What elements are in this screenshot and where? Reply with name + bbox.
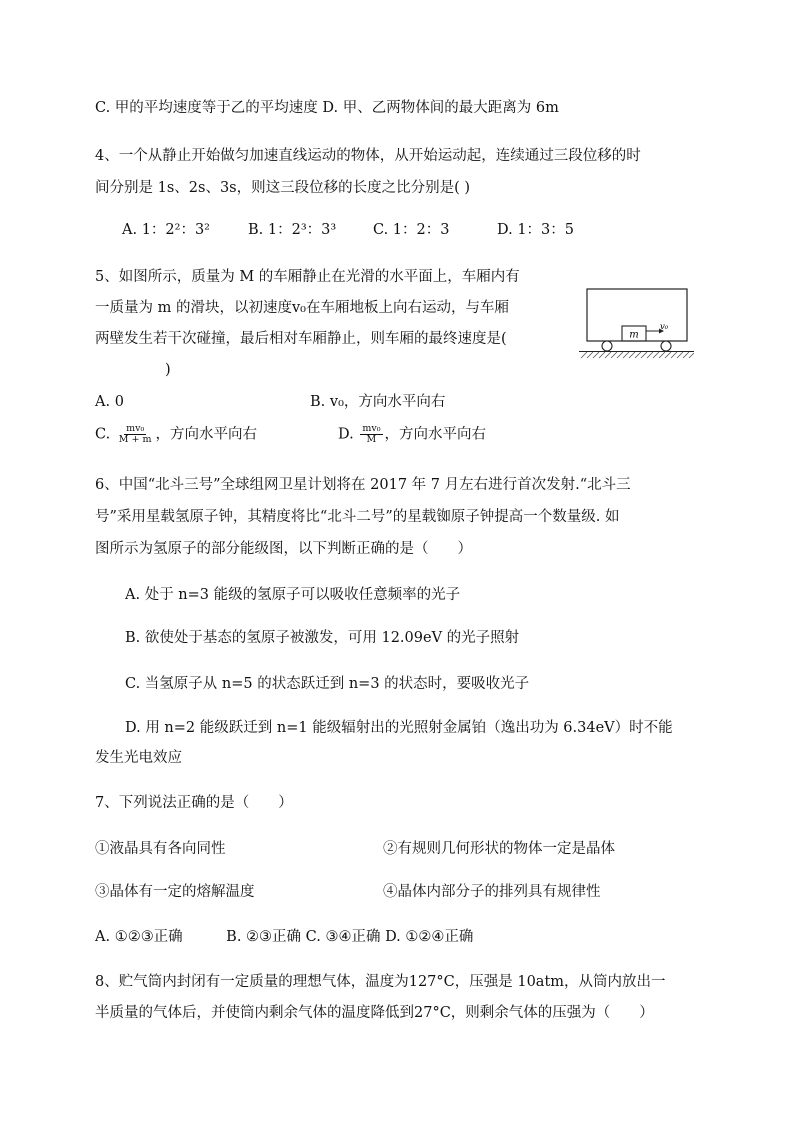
q4-stem-line2: 间分别是 1s、2s、3s，则这三段位移的长度之比分别是( ) (95, 180, 471, 196)
q3-option-d: D. 甲、乙两物体间的最大距离为 6m (322, 100, 559, 116)
q7-stem: 7、下列说法正确的是（ ） (95, 795, 293, 811)
q5-option-c-suffix: ，方向水平向右 (155, 426, 258, 443)
q4-option-b: B. 1：2³：3³ (248, 222, 337, 238)
q4-stem-line1: 4、一个从静止开始做匀加速直线运动的物体，从开始运动起，连续通过三段位移的时 (95, 148, 641, 164)
q6-option-d-line2: 发生光电效应 (95, 750, 182, 766)
q8-stem-line2: 半质量的气体后，并使筒内剩余气体的温度降低到27°C，则剩余气体的压强为（ ） (95, 1005, 654, 1021)
wheel-left (602, 341, 612, 351)
q5-option-c-prefix: C. (95, 426, 111, 443)
q5-option-d-suffix: ，方向水平向右 (384, 426, 487, 443)
q6-option-d-line1: D. 用 n=2 能级跃迁到 n=1 能级辐射出的光照射金属铂（逸出功为 6.34eV）时不能 (125, 720, 673, 736)
q7-options: A. ①②③正确 B. ②③正确 C. ③④正确 D. ①②④正确 (95, 929, 474, 945)
q5-option-a: A. 0 (95, 394, 124, 410)
q6-option-b: B. 欲使处于基态的氢原子被激发，可用 12.09eV 的光子照射 (125, 630, 520, 646)
q5-option-d-fraction (360, 424, 382, 445)
q5-option-d-numerator: mv₀ (362, 423, 381, 434)
q5-option-d (338, 424, 486, 445)
q5-option-c (95, 424, 257, 445)
q4-option-d: D. 1：3：5 (497, 222, 575, 238)
velocity-label: v₀ (660, 322, 669, 332)
q5-stem-line1: 5、如图所示，质量为 M 的车厢静止在光滑的水平面上，车厢内有 (95, 269, 520, 285)
q3-line (95, 98, 559, 118)
q5-stem-line2: 一质量为 m 的滑块，以初速度v₀在车厢地板上向右运动，与车厢 (95, 300, 509, 316)
q5-option-c-denominator: M + m (118, 434, 152, 445)
q6-stem-line2: 号”采用星载氢原子钟，其精度将比“北斗二号”的星载铷原子钟提高一个数量级. 如 (95, 509, 620, 525)
q5-option-d-prefix: D. (338, 426, 354, 443)
wheel-right (661, 341, 671, 351)
q7-statement-1: ①液晶具有各向同性 (95, 841, 226, 857)
q5-option-d-denominator: M (366, 434, 377, 445)
q7-statement-4: ④晶体内部分子的排列具有规律性 (383, 884, 601, 900)
ground-hatching (581, 352, 694, 358)
q6-stem-line3: 图所示为氢原子的部分能级图，以下判断正确的是（ ） (95, 541, 472, 557)
q5-option-b: B. v₀，方向水平向右 (310, 394, 446, 410)
q5-stem-line3: 两壁发生若干次碰撞，最后相对车厢静止，则车厢的最终速度是( (95, 331, 507, 347)
q7-statement-3: ③晶体有一定的熔解温度 (95, 884, 255, 900)
q6-stem-line1: 6、中国“北斗三号”全球组网卫星计划将在 2017 年 7 月左右进行首次发射.“北斗三 (95, 477, 631, 493)
q4-option-c: C. 1：2：3 (373, 222, 450, 238)
q4-option-a: A. 1：2²：3² (122, 222, 210, 238)
block-label: m (629, 329, 639, 341)
q5-stem-line4: ) (165, 362, 171, 378)
q8-stem-line1: 8、贮气筒内封闭有一定质量的理想气体，温度为127°C，压强是 10atm，从筒内放出一 (95, 974, 666, 990)
q5-option-c-fraction (117, 424, 154, 445)
q5-option-c-numerator: mv₀ (126, 423, 145, 434)
cart-figure (578, 287, 696, 367)
q6-option-a: A. 处于 n=3 能级的氢原子可以吸收任意频率的光子 (125, 587, 461, 603)
q7-statement-2: ②有规则几何形状的物体一定是晶体 (383, 841, 615, 857)
q6-option-c: C. 当氢原子从 n=5 的状态跃迁到 n=3 的状态时，要吸收光子 (125, 676, 530, 692)
q3-option-c: C. 甲的平均速度等于乙的平均速度 (95, 100, 318, 116)
